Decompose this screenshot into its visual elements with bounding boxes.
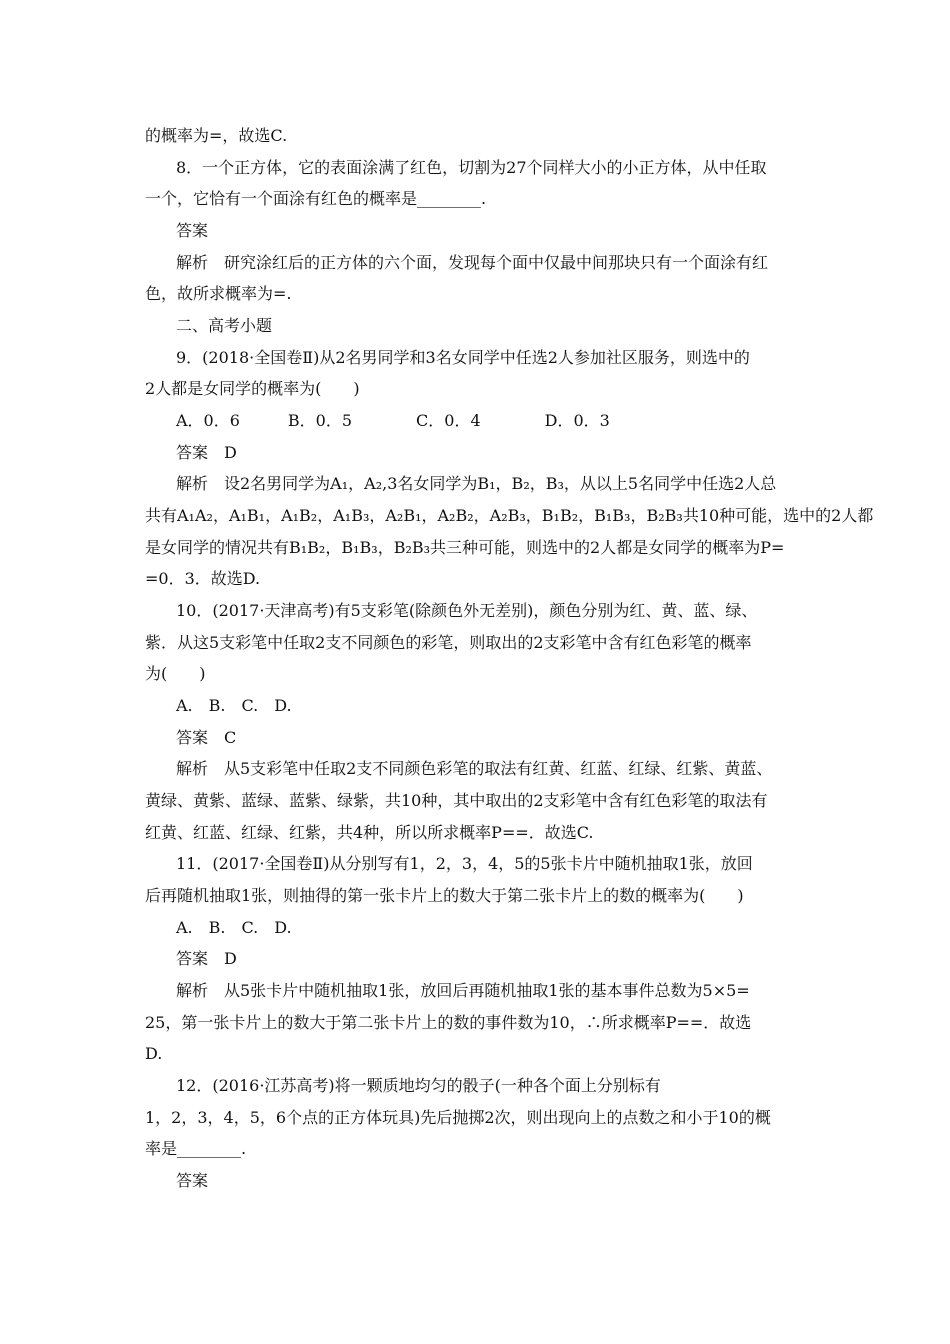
question-10-line-3: 为( ) — [145, 664, 206, 683]
question-12-line-1: 12．(2016·江苏高考)将一颗质地均匀的骰子(一种各个面上分别标有 — [176, 1076, 661, 1095]
question-12-line-2: 1，2，3，4，5，6个点的正方体玩具)先后抛掷2次，则出现向上的点数之和小于10的概 — [145, 1108, 771, 1127]
question-10-options: A. B. C. D. — [176, 696, 292, 715]
analysis-line: 解析 研究涂红后的正方体的六个面，发现每个面中仅最中间那块只有一个面涂有红 — [176, 253, 769, 272]
answer-label: 答案 C — [176, 728, 237, 747]
question-11-line-2: 后再随机抽取1张，则抽得的第一张卡片上的数大于第二张卡片上的数的概率为( ) — [145, 886, 744, 905]
analysis-line: 红黄、红蓝、红绿、红紫，共4种，所以所求概率P==．故选C. — [145, 823, 594, 842]
answer-label: 答案 D — [176, 949, 237, 968]
question-9-line-2: 2人都是女同学的概率为( ) — [145, 379, 360, 398]
analysis-line: 黄绿、黄紫、蓝绿、蓝紫、绿紫，共10种，其中取出的2支彩笔中含有红色彩笔的取法有 — [145, 791, 768, 810]
section-heading: 二、高考小题 — [176, 316, 273, 335]
question-11-options: A. B. C. D. — [176, 918, 292, 937]
analysis-line: 色，故所求概率为=. — [145, 284, 292, 303]
question-8-line-1: 8．一个正方体，它的表面涂满了红色，切割为27个同样大小的小正方体，从中任取 — [176, 158, 767, 177]
analysis-line: 解析 从5张卡片中随机抽取1张，放回后再随机抽取1张的基本事件总数为5×5= — [176, 981, 750, 1000]
question-12-line-3: 率是________. — [145, 1139, 247, 1158]
analysis-line: 25，第一张卡片上的数大于第二张卡片上的数的事件数为10，∴所求概率P==．故选 — [145, 1013, 752, 1032]
question-9-line-1: 9．(2018·全国卷Ⅱ)从2名男同学和3名女同学中任选2人参加社区服务，则选中的 — [176, 348, 750, 367]
analysis-line: =0．3．故选D. — [145, 569, 261, 588]
analysis-line: D. — [145, 1044, 163, 1063]
answer-label: 答案 D — [176, 443, 237, 462]
question-10-line-2: 紫．从这5支彩笔中任取2支不同颜色的彩笔，则取出的2支彩笔中含有红色彩笔的概率 — [145, 633, 752, 652]
analysis-line: 解析 从5支彩笔中任取2支不同颜色彩笔的取法有红黄、红蓝、红绿、红紫、黄蓝、 — [176, 759, 773, 778]
text-line: 的概率为=，故选C. — [145, 126, 288, 145]
question-10-line-1: 10．(2017·天津高考)有5支彩笔(除颜色外无差别)，颜色分别为红、黄、蓝、绿、 — [176, 601, 758, 620]
question-11-line-1: 11．(2017·全国卷Ⅱ)从分别写有1，2，3，4，5的5张卡片中随机抽取1张，放回 — [176, 854, 753, 873]
analysis-line: 共有A₁A₂，A₁B₁，A₁B₂，A₁B₃，A₂B₁，A₂B₂，A₂B₃，B₁B₂，B₁B₃，B₂B₃共10种可能，选中的2人都 — [145, 506, 874, 525]
question-8-line-2: 一个，它恰有一个面涂有红色的概率是________. — [145, 189, 487, 208]
answer-label: 答案 — [176, 1171, 209, 1190]
question-9-options: A．0．6 B．0．5 C．0．4 D．0．3 — [176, 411, 610, 430]
analysis-line: 是女同学的情况共有B₁B₂，B₁B₃，B₂B₃共三种可能，则选中的2人都是女同学的概率为P= — [145, 538, 785, 557]
analysis-line: 解析 设2名男同学为A₁，A₂,3名女同学为B₁，B₂，B₃，从以上5名同学中任选2人总 — [176, 474, 777, 493]
answer-label: 答案 — [176, 221, 209, 240]
